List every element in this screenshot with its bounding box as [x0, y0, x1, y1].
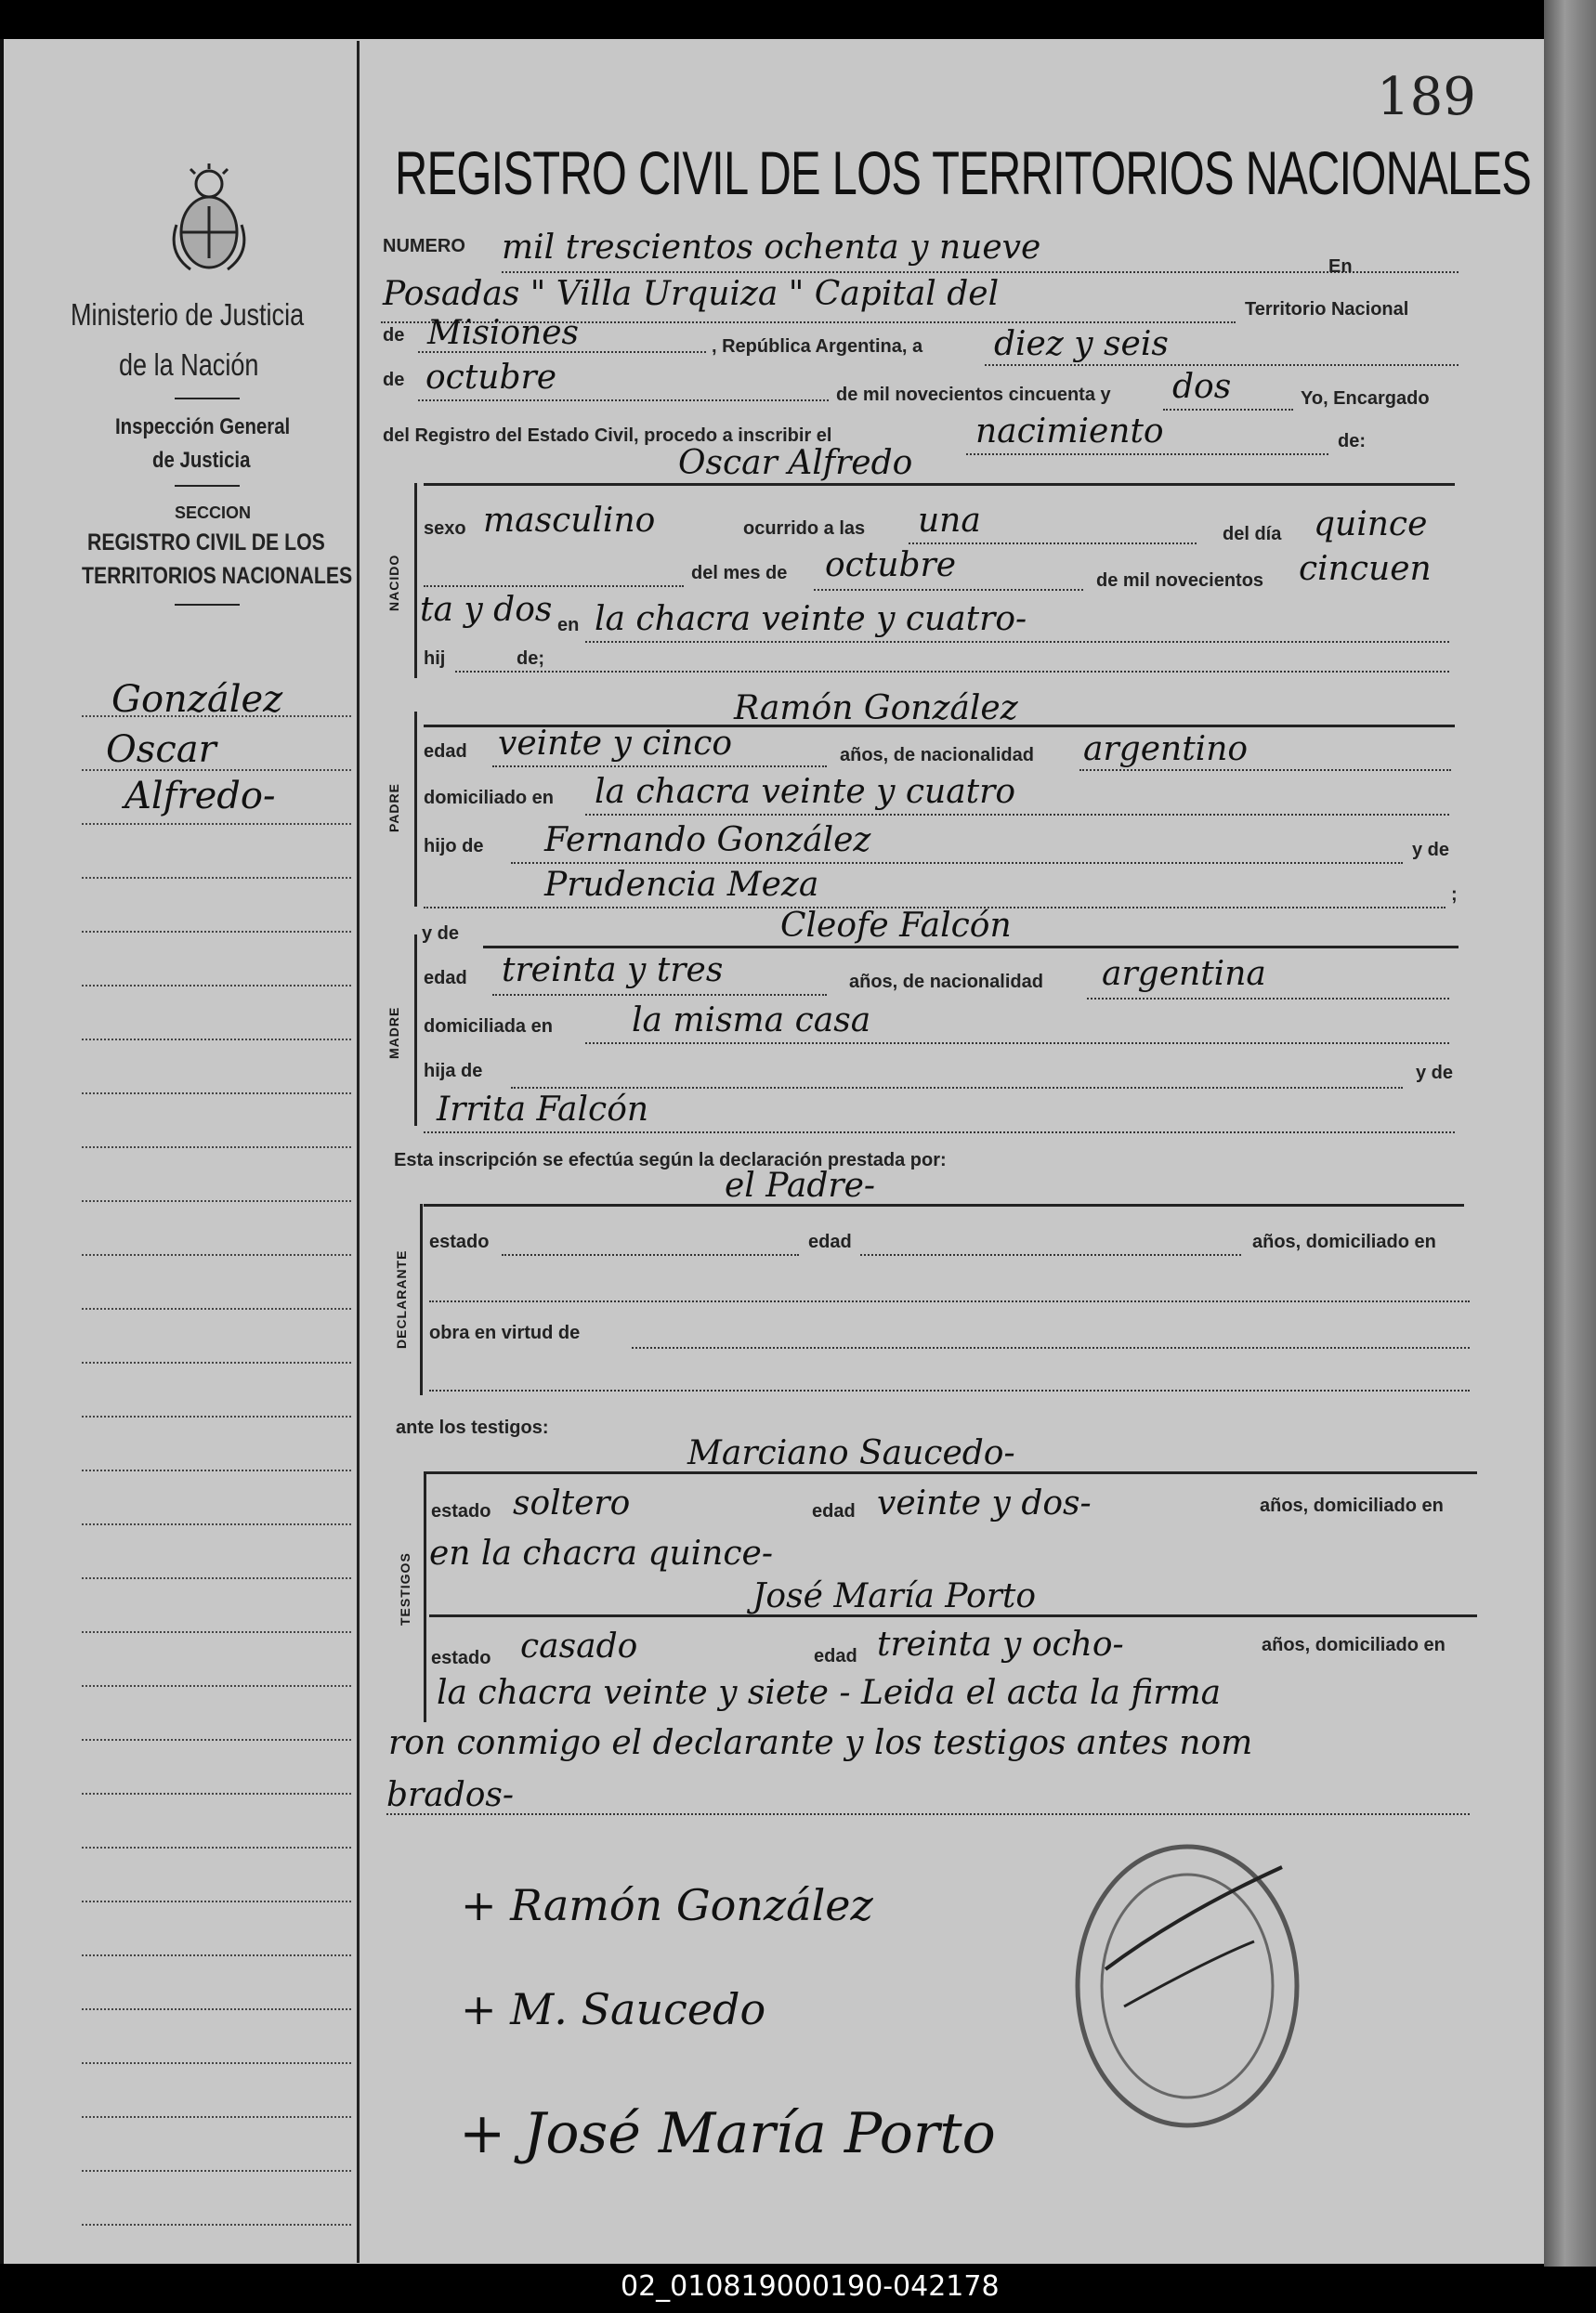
divider-short — [175, 398, 240, 399]
nacido-name-line — [424, 483, 1455, 486]
inspection-line2: de Justicia — [152, 448, 251, 473]
testigo1-anios-label: años, domiciliado en — [1260, 1496, 1444, 1516]
padre-padre-value: Fernando González — [544, 821, 871, 859]
republica-label: , República Argentina, a — [712, 336, 923, 357]
encargado-label: Yo, Encargado — [1301, 388, 1430, 409]
ocurrido-label: ocurrido a las — [743, 518, 866, 539]
en-label: En — [1328, 256, 1353, 277]
madre-section-label: MADRE — [386, 1006, 401, 1059]
margin-ruled-line — [82, 1416, 351, 1418]
padre-madre-value: Prudencia Meza — [544, 866, 819, 904]
declarante-anios-label: años, domiciliado en — [1252, 1232, 1436, 1252]
lugar-value: la chacra veinte y cuatro- — [595, 600, 1027, 638]
declarante-extra-line — [429, 1390, 1470, 1392]
section-line2: TERRITORIOS NACIONALES — [82, 563, 353, 589]
page-number: 189 — [1377, 67, 1476, 127]
territorio-label: Territorio Nacional — [1245, 299, 1409, 320]
margin-ruled-line — [82, 1577, 351, 1579]
mes-line — [814, 589, 1083, 591]
margin-ruled-line — [82, 1362, 351, 1364]
nacido-name: Oscar Alfredo — [678, 444, 913, 482]
dia-value: quince — [1314, 505, 1428, 543]
nacido-section-label: NACIDO — [386, 554, 401, 611]
margin-ruled-line — [82, 931, 351, 933]
margin-ruled-line — [82, 877, 351, 879]
signature-witness2: + José María Porto — [459, 2101, 996, 2166]
madre-edad-value: treinta y tres — [502, 951, 724, 989]
coat-of-arms-icon — [167, 160, 251, 281]
testigo1-estado-label: estado — [431, 1501, 491, 1522]
day-line — [985, 364, 1459, 366]
madre-y-de-label: y de — [422, 923, 460, 944]
declarante-edad-label: edad — [808, 1232, 852, 1252]
lugar-line — [585, 641, 1449, 643]
closing-line3-rule — [386, 1813, 1470, 1815]
declarante-name: el Padre- — [725, 1167, 876, 1205]
margin-ruled-line — [82, 1470, 351, 1471]
testigo1-edad: veinte y dos- — [877, 1484, 1092, 1522]
page-title: REGISTRO CIVIL DE LOS TERRITORIOS NACIONALES — [395, 138, 1532, 207]
margin-ruled-line — [82, 1146, 351, 1148]
padre-nacionalidad-label: años, de nacionalidad — [840, 745, 1034, 765]
sexo-value: masculino — [483, 502, 656, 540]
declarante-section-label: DECLARANTE — [394, 1249, 409, 1349]
dia-label: del día — [1223, 524, 1282, 544]
madre-nacionalidad-label: años, de nacionalidad — [849, 972, 1043, 992]
declarante-estado-label: estado — [429, 1232, 490, 1252]
hijo-line — [455, 671, 1449, 673]
closing-line2: ron conmigo el declarante y los testigos antes nom — [388, 1724, 1253, 1762]
de3-label: de: — [1338, 431, 1366, 451]
closing-line3: brados- — [386, 1776, 515, 1814]
padre-padre-line — [511, 862, 1403, 864]
mes-prefix-line — [424, 585, 684, 587]
margin-ruled-line — [82, 823, 351, 825]
de-label: de — [383, 325, 405, 346]
madre-bracket — [414, 934, 417, 1126]
padre-section-label: PADRE — [386, 783, 401, 832]
testigo2-name-line — [429, 1614, 1477, 1617]
testigos-intro: ante los testigos: — [396, 1418, 549, 1438]
act-value: nacimiento — [975, 412, 1164, 451]
place-value: Posadas " Villa Urquiza " Capital del — [383, 275, 1000, 313]
registro-label: del Registro del Estado Civil, procedo a inscribir el — [383, 425, 832, 446]
margin-note-line3: Alfredo- — [124, 775, 276, 817]
margin-ruled-line — [82, 1901, 351, 1902]
hora-value: una — [918, 502, 981, 540]
testigo1-name-line — [424, 1471, 1477, 1474]
margin-ruled-line — [82, 2224, 351, 2226]
margin-ruled-line — [82, 769, 351, 771]
testigo2-edad-label: edad — [814, 1646, 857, 1666]
madre-domicilio-label: domiciliada en — [424, 1016, 553, 1037]
testigo2-edad: treinta y ocho- — [877, 1626, 1124, 1664]
hora-line — [909, 542, 1197, 544]
official-seal-stamp — [1068, 1830, 1310, 2146]
madre-madre-line — [424, 1131, 1455, 1133]
padre-domicilio-label: domiciliado en — [424, 788, 555, 808]
margin-ruled-line — [82, 1847, 351, 1849]
ministry-line2: de la Nación — [119, 347, 259, 382]
signature-witness1: + M. Saucedo — [461, 1984, 766, 2034]
madre-name: Cleofe Falcón — [780, 907, 1012, 945]
nacido-bracket — [414, 483, 417, 678]
day-value: diez y seis — [994, 325, 1169, 363]
madre-domicilio-line — [585, 1042, 1449, 1044]
margin-ruled-line — [82, 1039, 351, 1040]
testigo1-domicilio: en la chacra quince- — [429, 1535, 774, 1573]
hijo-label: hij — [424, 648, 446, 669]
madre-hija-line — [511, 1087, 1403, 1089]
padre-nacionalidad-line — [1079, 769, 1451, 771]
margin-ruled-line — [82, 2116, 351, 2118]
declarante-obra-line — [632, 1347, 1470, 1349]
year-value: dos — [1172, 368, 1232, 406]
numero-value: mil trescientos ochenta y nueve — [502, 229, 1041, 267]
padre-semicolon: ; — [1451, 884, 1458, 905]
margin-ruled-line — [82, 1308, 351, 1310]
madre-nacionalidad-line — [1087, 998, 1449, 1000]
anio-value: cincuen — [1299, 550, 1432, 588]
padre-hijo-label: hijo de — [424, 836, 484, 856]
year-label: de mil novecientos cincuenta y — [836, 385, 1111, 405]
divider-short — [175, 485, 240, 487]
margin-ruled-line — [82, 1793, 351, 1795]
month-value: octubre — [425, 359, 557, 397]
month-line — [418, 399, 829, 401]
madre-madre-value: Irrita Falcón — [437, 1091, 649, 1129]
margin-ruled-line — [82, 1523, 351, 1525]
mes-label: del mes de — [691, 563, 788, 583]
anio-label: de mil novecientos — [1096, 570, 1264, 591]
madre-name-line — [483, 946, 1459, 948]
testigo2-estado-label: estado — [431, 1648, 491, 1668]
signature-father: + Ramón González — [461, 1880, 873, 1930]
testigos-section-label: TESTIGOS — [398, 1552, 412, 1626]
madre-edad-line — [492, 994, 827, 996]
margin-ruled-line — [82, 1739, 351, 1741]
madre-hija-label: hija de — [424, 1061, 483, 1081]
margin-ruled-line — [82, 1092, 351, 1094]
territory-value: Misiones — [427, 314, 580, 352]
madre-edad-label: edad — [424, 968, 467, 988]
testigo1-edad-label: edad — [812, 1501, 856, 1522]
mes-value: octubre — [825, 546, 957, 584]
declarante-obra-label: obra en virtud de — [429, 1323, 581, 1343]
declarante-intro: Esta inscripción se efectúa según la declaración prestada por: — [394, 1150, 947, 1170]
ministry-line1: Ministerio de Justicia — [71, 297, 305, 332]
testigo2-anios-label: años, domiciliado en — [1262, 1635, 1446, 1655]
padre-edad-label: edad — [424, 741, 467, 762]
declarante-edad-line — [860, 1254, 1241, 1256]
margin-ruled-line — [82, 2062, 351, 2064]
margin-note-line2: Oscar — [106, 728, 216, 771]
madre-domicilio-value: la misma casa — [632, 1001, 871, 1039]
section-label: SECCION — [175, 503, 252, 522]
margin-ruled-line — [82, 1954, 351, 1956]
padre-name: Ramón González — [734, 689, 1018, 727]
padre-edad-value: veinte y cinco — [498, 725, 733, 763]
testigos-bracket — [424, 1471, 426, 1722]
padre-domicilio-line — [585, 814, 1449, 816]
testigo2-estado: casado — [520, 1627, 638, 1666]
margin-ruled-line — [82, 2008, 351, 2010]
margin-ruled-line — [82, 1200, 351, 1202]
madre-y-de2-label: y de — [1416, 1063, 1454, 1083]
declarante-domicilio-line — [429, 1300, 1470, 1302]
book-edge — [1544, 0, 1596, 2267]
padre-y-de-label: y de — [1412, 840, 1450, 860]
act-line — [966, 453, 1328, 455]
padre-bracket — [414, 712, 417, 907]
margin-ruled-line — [82, 1631, 351, 1633]
testigo1-estado: soltero — [513, 1484, 631, 1522]
testigo1-name: Marciano Saucedo- — [687, 1434, 1015, 1472]
margin-divider — [357, 41, 360, 2263]
testigo2-domicilio: la chacra veinte y siete - Leida el acta la firma — [437, 1674, 1222, 1712]
padre-domicilio-value: la chacra veinte y cuatro — [595, 773, 1016, 811]
testigo2-name: José María Porto — [752, 1577, 1037, 1615]
en-label: en — [557, 615, 580, 635]
declarante-bracket — [420, 1204, 423, 1395]
hijo-de-label: de; — [517, 648, 544, 669]
padre-nacionalidad-value: argentino — [1083, 730, 1249, 768]
madre-nacionalidad-value: argentina — [1102, 955, 1266, 993]
inspection-line1: Inspección General — [115, 414, 291, 439]
footer-code: 02_010819000190-042178 — [621, 2270, 1000, 2303]
de2-label: de — [383, 370, 405, 390]
declarante-name-line — [424, 1204, 1464, 1207]
margin-ruled-line — [82, 985, 351, 987]
section-line1: REGISTRO CIVIL DE LOS — [87, 529, 325, 555]
numero-label: NUMERO — [383, 236, 465, 256]
year-line — [1163, 409, 1293, 411]
numero-line — [502, 271, 1459, 273]
anio-value-cont: ta y dos — [420, 591, 553, 629]
margin-ruled-line — [82, 1685, 351, 1687]
margin-note-line1: González — [111, 678, 283, 721]
declarante-estado-line — [502, 1254, 799, 1256]
margin-ruled-line — [82, 1254, 351, 1256]
divider-short — [175, 604, 240, 606]
sexo-label: sexo — [424, 518, 466, 539]
margin-ruled-line — [82, 715, 351, 717]
padre-edad-line — [492, 765, 827, 767]
margin-ruled-line — [82, 2170, 351, 2172]
